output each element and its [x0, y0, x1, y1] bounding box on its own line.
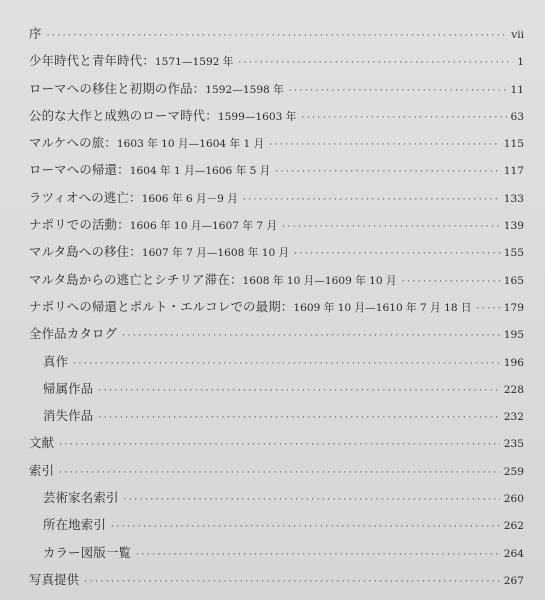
dot-leader	[477, 304, 500, 314]
entry-heading: 文献	[29, 435, 55, 451]
toc-entry	[29, 160, 524, 187]
dot-leader	[47, 31, 508, 41]
toc-entry	[29, 133, 524, 160]
entry-heading: 消失作品	[43, 408, 94, 424]
toc-entry-title	[29, 324, 117, 342]
page-number: 196	[503, 356, 524, 369]
toc-entry-title	[29, 160, 270, 178]
toc-entry-title	[29, 79, 284, 97]
entry-date-range: 1603 年 10 月—1604 年 1 月	[116, 138, 265, 151]
page-number: 155	[503, 247, 524, 260]
entry-heading: ラツィオへの逃亡：	[29, 189, 142, 205]
page-number: 133	[503, 192, 524, 205]
dot-leader	[124, 495, 500, 505]
entry-date-range: 1599—1603 年	[217, 110, 297, 123]
entry-heading: 公的な大作と成熟のローマ時代：	[29, 107, 218, 123]
page-number: 115	[503, 138, 524, 151]
page-number: 264	[503, 547, 524, 560]
dot-leader	[243, 195, 500, 205]
dot-leader	[59, 440, 500, 450]
toc-entry-title	[29, 133, 264, 151]
page-number: 11	[510, 83, 524, 96]
toc-entry	[29, 543, 524, 570]
dot-leader	[275, 167, 499, 177]
page-number: 262	[503, 520, 524, 533]
toc-entry-title	[29, 242, 289, 260]
entry-heading: ナポリへの帰還とポルト・エルコレでの最期：	[29, 298, 294, 314]
dot-leader	[294, 249, 500, 259]
table-of-contents	[29, 24, 524, 597]
dot-leader	[73, 359, 500, 369]
dot-leader	[98, 386, 499, 396]
entry-heading: カラー図版一覧	[43, 544, 132, 560]
dot-leader	[122, 331, 500, 341]
toc-entry-title	[43, 352, 68, 370]
dot-leader	[238, 58, 513, 68]
toc-entry	[29, 24, 524, 51]
toc-entry-title	[43, 406, 93, 424]
page-number: 232	[503, 411, 524, 424]
page-number: 165	[503, 274, 524, 287]
page-number: 228	[503, 383, 524, 396]
toc-entry-title	[43, 488, 119, 506]
dot-leader	[269, 140, 500, 150]
entry-heading: マルケへの旅：	[29, 135, 117, 151]
page-number: 139	[503, 220, 524, 233]
entry-heading: ローマへの移住と初期の作品：	[29, 80, 206, 96]
entry-date-range: 1607 年 7 月—1608 年 10 月	[141, 247, 290, 260]
toc-entry-title	[29, 570, 79, 588]
page-number: 267	[503, 574, 524, 587]
entry-heading: 少年時代と青年時代：	[29, 53, 155, 69]
dot-leader	[98, 413, 499, 423]
entry-date-range: 1608 年 10 月—1609 年 10 月	[242, 274, 397, 287]
toc-entry	[29, 515, 524, 542]
page-number: 1	[517, 56, 524, 69]
page-number: 179	[503, 301, 524, 314]
page-number: vii	[511, 29, 524, 41]
page-number: 260	[503, 493, 524, 506]
entry-heading: ナポリでの活動：	[29, 217, 130, 233]
entry-heading: マルタ島への移住：	[29, 244, 142, 260]
dot-leader	[84, 577, 499, 587]
toc-entry-title	[29, 106, 296, 124]
entry-date-range: 1604 年 1 月—1606 年 5 月	[129, 165, 271, 178]
toc-entry	[29, 406, 524, 433]
toc-entry	[29, 270, 524, 297]
dot-leader	[289, 86, 507, 96]
page-number: 195	[503, 329, 524, 342]
toc-entry-title	[29, 433, 54, 451]
entry-heading: 芸術家名索引	[43, 490, 119, 506]
toc-entry	[29, 324, 524, 351]
toc-entry-title	[29, 215, 277, 233]
entry-heading: 全作品カタログ	[29, 326, 118, 342]
toc-entry	[29, 461, 524, 488]
entry-heading: 所在地索引	[43, 517, 106, 533]
toc-entry	[29, 215, 524, 242]
toc-entry-title	[43, 543, 131, 561]
toc-entry	[29, 188, 524, 215]
toc-entry	[29, 106, 524, 133]
dot-leader	[59, 468, 500, 478]
page-number: 63	[510, 110, 524, 123]
dot-leader	[136, 550, 500, 560]
toc-entry-title	[43, 379, 93, 397]
toc-entry	[29, 433, 524, 460]
entry-heading: 索引	[29, 462, 55, 478]
toc-entry	[29, 352, 524, 379]
entry-heading: 帰属作品	[43, 380, 94, 396]
entry-date-range: 1592—1598 年	[205, 83, 284, 96]
toc-entry	[29, 79, 524, 106]
entry-date-range: 1571—1592 年	[154, 56, 234, 69]
page-number: 117	[503, 165, 524, 178]
page-number: 235	[503, 438, 524, 451]
entry-heading: 真作	[43, 353, 69, 369]
entry-heading: 序	[29, 26, 42, 41]
dot-leader	[301, 113, 506, 123]
toc-entry	[29, 242, 524, 269]
toc-entry	[29, 570, 524, 597]
toc-entry-title	[29, 461, 54, 479]
toc-entry-title	[29, 188, 238, 206]
entry-date-range: 1606 年 10 月—1607 年 7 月	[129, 220, 278, 233]
toc-entry	[29, 51, 524, 78]
toc-entry	[29, 488, 524, 515]
dot-leader	[282, 222, 500, 232]
entry-heading: ローマへの帰還：	[29, 162, 130, 178]
toc-entry-title	[29, 24, 42, 42]
page-number: 259	[503, 465, 524, 478]
dot-leader	[111, 522, 500, 532]
entry-date-range: 1606 年 6 月－9 月	[141, 192, 238, 205]
toc-entry	[29, 297, 524, 324]
toc-entry	[29, 379, 524, 406]
entry-heading: 写真提供	[29, 571, 80, 587]
toc-entry-title	[29, 51, 233, 69]
entry-heading: マルタ島からの逃亡とシチリア滞在：	[29, 271, 243, 287]
dot-leader	[402, 277, 500, 287]
toc-entry-title	[43, 515, 106, 533]
entry-date-range: 1609 年 10 月—1610 年 7 月 18 日	[293, 301, 472, 314]
toc-entry-title	[29, 297, 472, 315]
toc-entry-title	[29, 270, 397, 288]
